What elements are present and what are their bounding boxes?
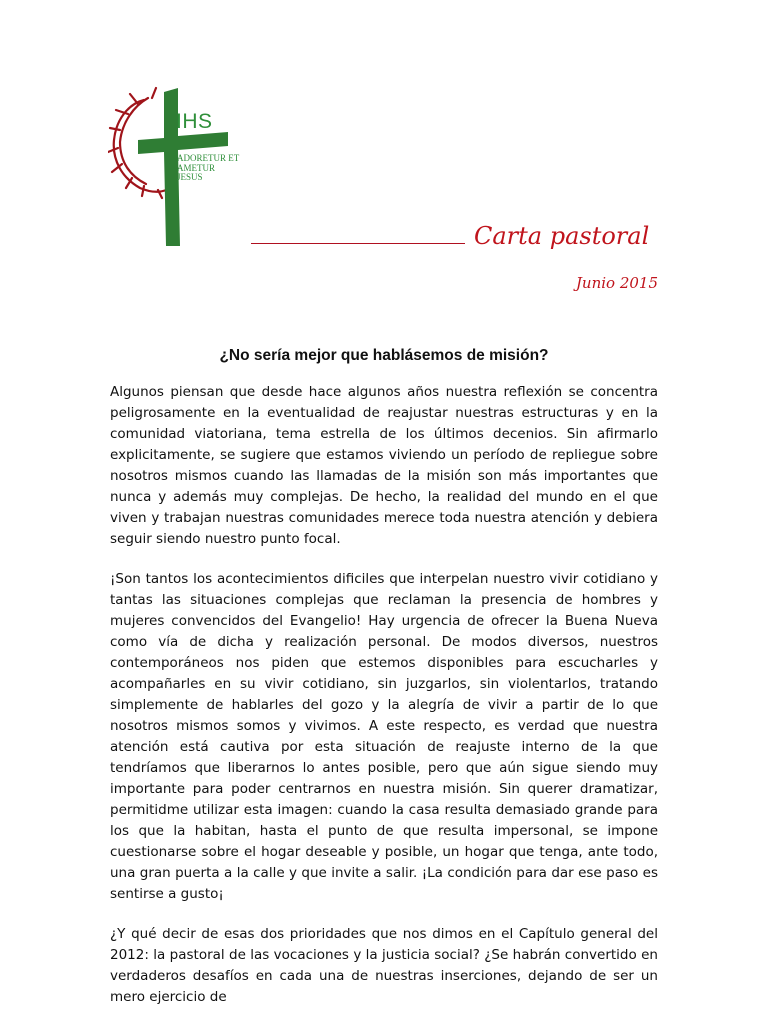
logo-monogram: IHS: [176, 110, 213, 133]
header-rule: [251, 243, 465, 244]
logo-motto: [177, 154, 247, 183]
document-title: Carta pastoral: [474, 222, 650, 250]
document-date: Junio 2015: [575, 274, 658, 292]
letter-heading: ¿No sería mejor que hablásemos de misión?: [219, 347, 549, 364]
motto-line: JESUS: [177, 172, 203, 182]
paragraph: ¡Son tantos los acontecimientos dificiles que interpelan nuestro vivir cotidiano y tantas las situaciones complejas que reclaman la presencia de hombres y mujeres convencidos del Evangelio! Hay urgencia de ofrecer la Buena Nueva como vía de dicha y realización personal. De modos diversos, nuestros contemporáneos nos piden que estemos disponibles para escucharles y acompañarles en su vivir cotidiano, sin juzgarlos, sin violentarlos, tratando simplemente de hablarles del gozo y la alegría de vivir a partir de lo que nosotros mismos somos y vivimos. A este respecto, es verdad que nuestra atención está cautiva por esta situación de reajuste interno de la que tendríamos que liberarnos lo antes posible, pero que aún sigue siendo muy importante para poder centrarnos en nuestra misión. Sin querer dramatizar, permitidme utilizar esta imagen: cuando la casa resulta demasiado grande para los que la habitan, hasta el punto de que resulta impersonal, se impone cuestionarse sobre el hogar deseable y posible, un hogar que tenga, ante todo, una gran puerta a la calle y que invite a salir. ¡La condición para dar ese paso es sentirse a gusto¡: [110, 571, 658, 902]
ihs-logo: [108, 84, 248, 248]
motto-line: ADORETUR ET: [177, 153, 240, 163]
letter-body: [110, 382, 658, 1027]
paragraph: ¿Y qué decir de esas dos prioridades que nos dimos en el Capítulo general del 2012: la pastoral de las vocaciones y la justicia social? ¿Se habrán convertido en verdaderos desafíos en cada una de nuestras inserciones, dejando de ser un mero ejercicio de: [110, 926, 658, 1005]
paragraph: Algunos piensan que desde hace algunos años nuestra reflexión se concentra peligrosamente en la eventualidad de reajustar nuestras estructuras y en la comunidad viatoriana, tema estrella de los últimos decenios. Sin afirmarlo explicitamente, se sugiere que estamos viviendo un período de repliegue sobre nosotros mismos cuando las llamadas de la misión son más importantes que nunca y además muy complejas. De hecho, la realidad del mundo en el que viven y trabajan nuestras comunidades merece toda nuestra atención y debiera seguir siendo nuestro punto focal.: [110, 384, 658, 547]
motto-line: AMETUR: [177, 162, 215, 173]
